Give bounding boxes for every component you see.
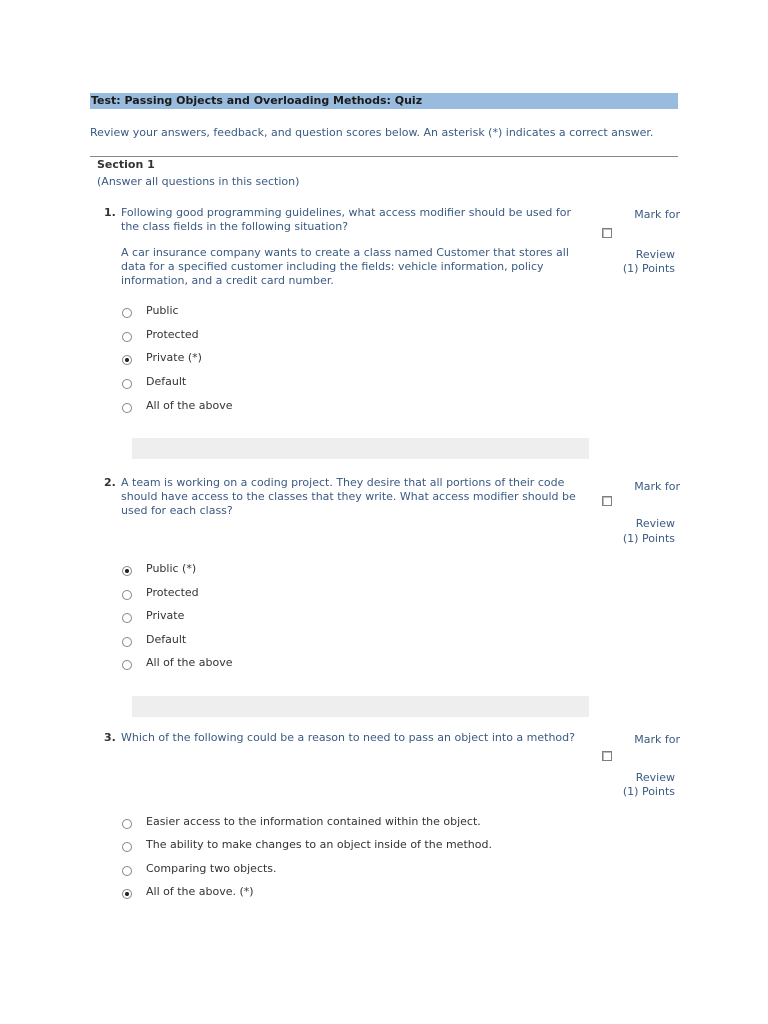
radio-button-selected[interactable]: [122, 566, 132, 576]
answer-label: Default: [146, 375, 187, 388]
feedback-bar: [132, 696, 589, 717]
quiz-instructions: Review your answers, feedback, and question scores below. An asterisk (*) indicates a correct answer.: [90, 126, 654, 139]
answer-option[interactable]: [0, 633, 500, 651]
answer-label: Easier access to the information contained within the object.: [146, 815, 481, 828]
section-instructions: (Answer all questions in this section): [97, 175, 300, 188]
answer-option[interactable]: [0, 656, 500, 674]
answer-label: Protected: [146, 328, 199, 341]
answer-option[interactable]: [0, 375, 500, 393]
feedback-bar: [132, 438, 589, 459]
question-number: 3.: [104, 731, 116, 744]
answer-option[interactable]: [0, 586, 500, 604]
mark-for-label: Mark for: [634, 733, 680, 746]
answer-option[interactable]: [0, 351, 500, 369]
radio-button[interactable]: [122, 308, 132, 318]
answer-option[interactable]: [0, 328, 500, 346]
section-divider: [90, 156, 678, 157]
question-points: (1) Points: [622, 785, 675, 798]
answer-label: The ability to make changes to an object inside of the method.: [146, 838, 492, 851]
mark-for-review-checkbox[interactable]: [602, 228, 612, 238]
radio-button-selected[interactable]: [122, 355, 132, 365]
answer-option[interactable]: [0, 399, 500, 417]
radio-button[interactable]: [122, 660, 132, 670]
mark-for-label: Mark for: [634, 480, 680, 493]
radio-button-selected[interactable]: [122, 889, 132, 899]
question-prompt: Following good programming guidelines, what access modifier should be used for the class fields in the following situation?: [121, 206, 571, 233]
question-points: (1) Points: [622, 262, 675, 275]
question-number: 1.: [104, 206, 116, 219]
mark-for-review-checkbox[interactable]: [602, 496, 612, 506]
answer-option[interactable]: [0, 815, 500, 833]
quiz-title: Test: Passing Objects and Overloading Methods: Quiz: [90, 93, 678, 109]
answer-label: Public (*): [146, 562, 197, 575]
radio-button[interactable]: [122, 590, 132, 600]
answer-label: Protected: [146, 586, 199, 599]
answer-label: All of the above. (*): [146, 885, 254, 898]
radio-button[interactable]: [122, 866, 132, 876]
section-title: Section 1: [97, 158, 155, 171]
answer-option[interactable]: [0, 609, 500, 627]
question-scenario: A car insurance company wants to create a class named Customer that stores all data for a specified customer including the fields: vehicle information, policy information, and a credit card number.: [121, 246, 569, 287]
answer-option[interactable]: [0, 838, 500, 856]
mark-for-review-checkbox[interactable]: [602, 751, 612, 761]
answer-label: All of the above: [146, 656, 233, 669]
question-text: [121, 731, 591, 745]
answer-label: All of the above: [146, 399, 233, 412]
radio-button[interactable]: [122, 637, 132, 647]
review-label: Review: [635, 248, 675, 261]
answer-option[interactable]: [0, 862, 500, 880]
radio-button[interactable]: [122, 332, 132, 342]
question-prompt: Which of the following could be a reason to need to pass an object into a method?: [121, 731, 575, 744]
answer-label: Comparing two objects.: [146, 862, 277, 875]
answer-label: Public: [146, 304, 179, 317]
answer-label: Private (*): [146, 351, 202, 364]
radio-button[interactable]: [122, 379, 132, 389]
question-number: 2.: [104, 476, 116, 489]
radio-button[interactable]: [122, 819, 132, 829]
review-label: Review: [635, 771, 675, 784]
answer-label: Default: [146, 633, 187, 646]
answer-label: Private: [146, 609, 185, 622]
answer-option[interactable]: [0, 885, 500, 903]
question-prompt: A team is working on a coding project. They desire that all portions of their code should have access to the classes that they write. What access modifier should be used for each class?: [121, 476, 576, 517]
question-points: (1) Points: [622, 532, 675, 545]
radio-button[interactable]: [122, 613, 132, 623]
answer-option[interactable]: [0, 304, 500, 322]
question-text: [121, 206, 591, 288]
radio-button[interactable]: [122, 842, 132, 852]
review-label: Review: [635, 517, 675, 530]
mark-for-label: Mark for: [634, 208, 680, 221]
radio-button[interactable]: [122, 403, 132, 413]
question-text: [121, 476, 591, 518]
answer-option[interactable]: [0, 562, 500, 580]
